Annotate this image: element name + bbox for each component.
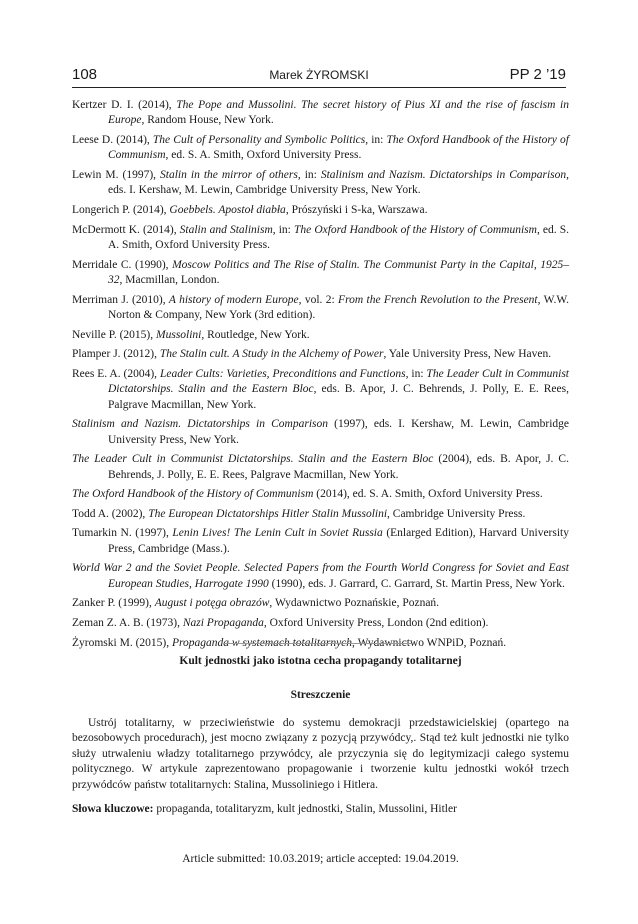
abstract-subtitle: Streszczenie bbox=[290, 689, 351, 701]
submission-note: Article submitted: 10.03.2019; article accepted: 19.04.2019. bbox=[182, 853, 459, 865]
keywords-list: propaganda, totalitaryzm, kult jednostki, Stalin, Mussolini, Hitler bbox=[153, 803, 457, 815]
reference-middle: , in: bbox=[297, 169, 321, 181]
reference-middle: (1997), eds. I. Kershaw, M. Lewin, Cambridge University Press, New York. bbox=[108, 418, 569, 446]
reference-prefix: Neville P. (2015), bbox=[72, 328, 157, 341]
reference-title: Stalin in the mirror of others bbox=[160, 169, 298, 181]
reference-prefix: Merridale C. (1990), bbox=[72, 258, 173, 271]
reference-list bbox=[72, 98, 569, 655]
reference-middle: , Wydawnictwo WNPiD, Poznań. bbox=[352, 636, 507, 649]
reference-entry bbox=[72, 293, 569, 324]
reference-middle: , Macmillan, London. bbox=[119, 274, 220, 286]
reference-prefix: Żyromski M. (2015), bbox=[72, 636, 172, 649]
reference-middle: , Oxford University Press, London (2nd edition). bbox=[263, 616, 489, 629]
reference-middle: , Yale University Press, New Haven. bbox=[383, 348, 552, 361]
reference-title: A history of modern Europe bbox=[168, 293, 299, 306]
header-rule bbox=[72, 87, 566, 88]
reference-title: Leader Cults: Varieties, Preconditions and Functions bbox=[159, 367, 406, 380]
reference-title: Nazi Propaganda bbox=[182, 616, 264, 629]
abstract-title: Kult jednostki jako istotna cecha propagandy totalitarnej bbox=[179, 655, 462, 667]
reference-entry bbox=[72, 367, 569, 413]
running-header bbox=[72, 58, 566, 88]
reference-entry bbox=[72, 616, 569, 631]
reference-prefix: Todd A. (2002), bbox=[72, 507, 149, 520]
reference-entry bbox=[72, 347, 569, 362]
reference-prefix: Zeman Z. A. B. (1973), bbox=[72, 616, 183, 629]
reference-suffix: , W.W. Norton & Company, New York (3rd edition). bbox=[108, 293, 569, 321]
reference-title: Stalinism and Nazism. Dictatorships in Comparison bbox=[72, 418, 329, 431]
reference-entry bbox=[72, 203, 569, 218]
reference-middle: , in: bbox=[365, 134, 387, 146]
reference-title: The Leader Cult in Communist Dictatorships. Stalin and the Eastern Bloc bbox=[72, 453, 434, 466]
reference-middle: , Random House, New York. bbox=[141, 114, 274, 127]
reference-container-title: The Oxford Handbook of the History of Communism bbox=[108, 134, 569, 162]
reference-suffix: , ed. S. A. Smith, Oxford University Press. bbox=[165, 149, 362, 162]
keywords bbox=[72, 803, 569, 815]
keywords-label: Słowa kluczowe: bbox=[72, 803, 154, 815]
reference-middle: , Wydawnictwo Poznańskie, Poznań. bbox=[269, 597, 440, 610]
abstract-text: Ustrój totalitarny, w przeciwieństwie do systemu demokracji przedstawicielskiej (opartego na bezosobowych procedurach), jest mocno związany z pozycją przywódcy,. Stąd też kult jednostki nie tylko służy utrwaleniu władzy totalitarnego przywódcy, ale przyczynia się do legitymizacji całego systemu politycznego. W artykule zaprezentowano propagowanie i tworzenie kultu jednostki wokół trzech przywódców państw totalitarnych: Stalina, Mussoliniego i Hitlera. bbox=[72, 717, 569, 791]
reference-middle: (1990), eds. J. Garrard, C. Garrard, St. Martin Press, New York. bbox=[268, 577, 565, 590]
reference-entry bbox=[72, 452, 569, 483]
reference-title: Goebbels. Apostoł diabła bbox=[169, 204, 286, 216]
reference-entry bbox=[72, 487, 569, 502]
reference-middle: (2014), ed. S. A. Smith, Oxford University Press. bbox=[313, 488, 543, 501]
reference-title: The European Dictatorships Hitler Stalin Mussolini bbox=[148, 507, 388, 520]
reference-title: World War 2 and the Soviet People. Selected Papers from the Fourth World Congress for Soviet and East European Studies, Harrogate 1990 bbox=[72, 562, 569, 590]
reference-title: Stalin and Stalinism bbox=[179, 223, 273, 236]
reference-entry bbox=[72, 561, 569, 592]
reference-prefix: Plamper J. (2012), bbox=[72, 348, 160, 361]
reference-prefix: Zanker P. (1999), bbox=[72, 597, 155, 610]
reference-prefix: McDermott K. (2014), bbox=[72, 223, 180, 236]
reference-prefix: Longerich P. (2014), bbox=[72, 204, 170, 216]
reference-prefix: Tumarkin N. (1997), bbox=[72, 527, 173, 540]
page-number: 108 bbox=[72, 66, 98, 83]
reference-container-title: From the French Revolution to the Present bbox=[338, 293, 538, 306]
reference-title: Propaganda w systemach totalitarnych bbox=[171, 636, 353, 649]
reference-prefix: Kertzer D. I. (2014), bbox=[72, 99, 177, 111]
reference-title: Mussolini bbox=[156, 328, 202, 341]
reference-suffix: , eds. I. Kershaw, M. Lewin, Cambridge University Press, New York. bbox=[108, 169, 569, 197]
reference-entry bbox=[72, 507, 569, 522]
reference-title: The Cult of Personality and Symbolic Politics bbox=[152, 134, 366, 146]
reference-suffix: , eds. B. Apor, J. C. Behrends, J. Polly, E. E. Rees, Palgrave Macmillan, New York. bbox=[108, 383, 569, 411]
reference-title: The Oxford Handbook of the History of Communism bbox=[72, 488, 314, 501]
reference-middle: , Cambridge University Press. bbox=[387, 507, 526, 520]
reference-prefix: Rees E. A. (2004), bbox=[72, 367, 160, 380]
reference-middle: , vol. 2: bbox=[298, 293, 339, 306]
reference-entry bbox=[72, 98, 569, 129]
reference-title: Lenin Lives! The Lenin Cult in Soviet Russia bbox=[172, 527, 383, 540]
reference-title: August i potęga obrazów bbox=[154, 597, 270, 610]
reference-prefix: Lewin M. (1997), bbox=[72, 169, 161, 181]
reference-entry bbox=[72, 596, 569, 611]
reference-title: The Pope and Mussolini. The secret history of Pius XI and the rise of fascism in Europe bbox=[108, 99, 570, 127]
reference-middle: , Routledge, New York. bbox=[201, 328, 310, 341]
reference-entry bbox=[72, 328, 569, 343]
reference-middle: (Enlarged Edition), Harvard University Press, Cambridge (Mass.). bbox=[108, 527, 569, 555]
reference-container-title: The Leader Cult in Communist Dictatorships. Stalin and the Eastern Bloc bbox=[108, 367, 570, 396]
reference-entry bbox=[72, 133, 569, 164]
reference-container-title: The Oxford Handbook of the History of Communism bbox=[293, 223, 537, 236]
reference-prefix: Merriman J. (2010), bbox=[72, 293, 169, 306]
reference-middle: , Prószyński i S-ka, Warszawa. bbox=[285, 204, 428, 216]
reference-suffix: , ed. S. A. Smith, Oxford University Press. bbox=[108, 223, 570, 251]
reference-middle: , in: bbox=[272, 223, 294, 236]
reference-container-title: Stalinism and Nazism. Dictatorships in Comparison bbox=[320, 169, 567, 181]
reference-middle: (2004), eds. B. Apor, J. C. Behrends, J. Polly, E. E. Rees, Palgrave Macmillan, New York. bbox=[108, 453, 569, 481]
reference-title: Moscow Politics and The Rise of Stalin. The Communist Party in the Capital, 1925–32 bbox=[108, 258, 569, 286]
running-author: Marek ŻYROMSKI bbox=[269, 68, 369, 82]
journal-issue: PP 2 ’19 bbox=[509, 66, 566, 83]
reference-prefix: Leese D. (2014), bbox=[72, 134, 153, 146]
section-divider bbox=[223, 643, 413, 644]
reference-middle: , in: bbox=[405, 367, 427, 380]
reference-entry bbox=[72, 168, 569, 199]
reference-title: The Stalin cult. A Study in the Alchemy of Power bbox=[159, 348, 384, 361]
reference-entry bbox=[72, 258, 569, 289]
reference-entry bbox=[72, 526, 569, 557]
reference-entry bbox=[72, 223, 569, 254]
reference-entry bbox=[72, 417, 569, 448]
